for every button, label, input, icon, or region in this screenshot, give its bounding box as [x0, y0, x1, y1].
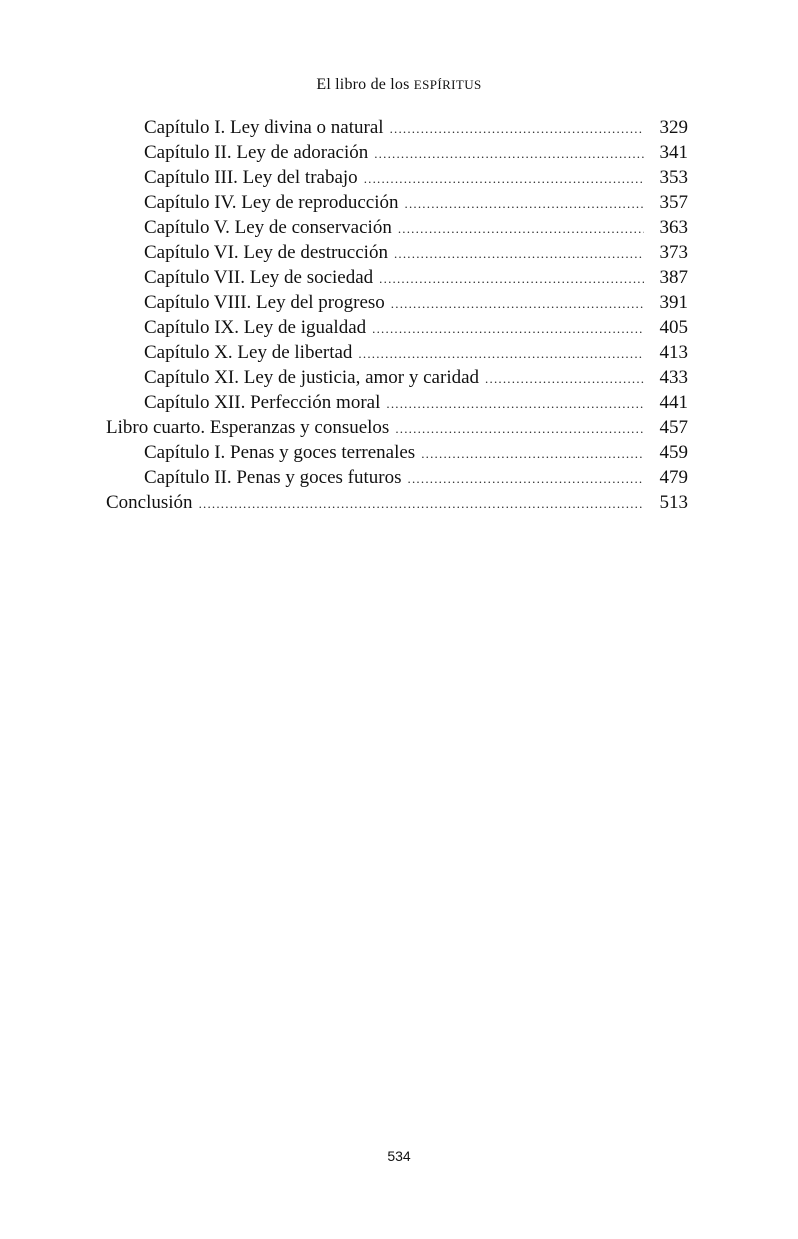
toc-entry-title: Capítulo VI. Ley de destrucción [144, 242, 388, 263]
toc-entry-page: 363 [659, 217, 688, 238]
toc-entry-title: Libro cuarto. Esperanzas y consuelos [106, 417, 390, 438]
toc-entry [106, 490, 688, 515]
toc-entry-page: 329 [659, 117, 688, 138]
toc-entry [106, 340, 688, 365]
toc-entry [106, 465, 688, 490]
toc-entry-page: 357 [659, 192, 688, 213]
toc-entry-page: 387 [659, 267, 688, 288]
table-of-contents [106, 115, 688, 515]
dot-leader [391, 291, 644, 316]
toc-entry-page: 513 [659, 492, 688, 513]
running-header-title: El libro de los [316, 76, 414, 93]
dot-leader [386, 391, 643, 416]
dot-leader [199, 491, 644, 516]
toc-entry-title: Capítulo II. Ley de adoración [144, 142, 369, 163]
page-number: 534 [387, 1148, 411, 1164]
toc-entry-title: Capítulo IX. Ley de igualdad [144, 317, 367, 338]
dot-leader [394, 241, 644, 266]
toc-entry [106, 440, 688, 465]
toc-entry-title: Capítulo XII. Perfección moral [144, 392, 381, 413]
toc-entry [106, 390, 688, 415]
dot-leader [395, 416, 643, 441]
toc-entry [106, 315, 688, 340]
toc-entry-title: Capítulo V. Ley de conservación [144, 217, 392, 238]
toc-entry-title: Capítulo XI. Ley de justicia, amor y caridad [144, 367, 480, 388]
dot-leader [398, 216, 644, 241]
dot-leader [405, 191, 644, 216]
toc-entry [106, 190, 688, 215]
toc-entry-title: Capítulo VII. Ley de sociedad [144, 267, 374, 288]
toc-entry-page: 353 [659, 167, 688, 188]
dot-leader [421, 441, 643, 466]
dot-leader [379, 266, 643, 291]
toc-entry-page: 457 [659, 417, 688, 438]
toc-entry-title: Capítulo X. Ley de libertad [144, 342, 353, 363]
toc-entry [106, 140, 688, 165]
toc-entry-title: Capítulo III. Ley del trabajo [144, 167, 358, 188]
dot-leader [390, 116, 644, 141]
toc-entry-title: Capítulo I. Penas y goces terrenales [144, 442, 416, 463]
toc-entry-page: 341 [659, 142, 688, 163]
toc-entry [106, 240, 688, 265]
toc-entry [106, 415, 688, 440]
toc-entry-title: Conclusión [106, 492, 193, 513]
toc-entry-title: Capítulo VIII. Ley del progreso [144, 292, 385, 313]
toc-entry [106, 290, 688, 315]
toc-entry-page: 373 [659, 242, 688, 263]
dot-leader [358, 341, 643, 366]
toc-entry-title: Capítulo I. Ley divina o natural [144, 117, 384, 138]
dot-leader [372, 316, 643, 341]
toc-entry [106, 115, 688, 140]
toc-entry [106, 365, 688, 390]
dot-leader [485, 366, 643, 391]
toc-entry-page: 459 [659, 442, 688, 463]
running-header [0, 76, 798, 94]
toc-entry [106, 165, 688, 190]
dot-leader [408, 466, 644, 491]
toc-entry-title: Capítulo II. Penas y goces futuros [144, 467, 402, 488]
toc-entry-page: 391 [659, 292, 688, 313]
dot-leader [364, 166, 644, 191]
dot-leader [374, 141, 643, 166]
toc-entry [106, 215, 688, 240]
toc-entry-page: 441 [659, 392, 688, 413]
toc-entry-title: Capítulo IV. Ley de reproducción [144, 192, 399, 213]
toc-entry [106, 265, 688, 290]
toc-entry-page: 413 [659, 342, 688, 363]
toc-entry-page: 405 [659, 317, 688, 338]
toc-entry-page: 433 [659, 367, 688, 388]
toc-entry-page: 479 [659, 467, 688, 488]
running-header-smallcaps: ESPÍRITUS [413, 77, 482, 92]
